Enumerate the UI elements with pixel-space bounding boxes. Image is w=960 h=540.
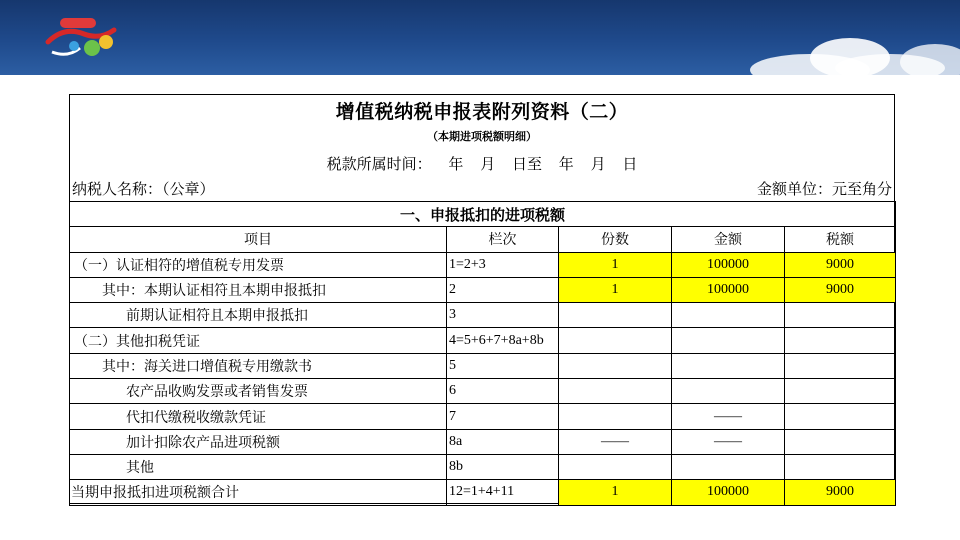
row-copies[interactable]	[559, 404, 672, 429]
row-item: （二）其他扣税凭证	[70, 328, 447, 353]
header-copies: 份数	[559, 227, 672, 252]
row-line: 8b	[447, 454, 559, 479]
row-copies[interactable]	[559, 379, 672, 404]
period-day-end: 日	[622, 155, 638, 173]
row-line: 3	[447, 303, 559, 328]
row-line: 7	[447, 404, 559, 429]
period-year-end: 年	[558, 155, 574, 173]
row-item: 其中：本期认证相符且本期申报抵扣	[70, 277, 447, 302]
table-row	[70, 303, 896, 328]
header-line: 栏次	[447, 227, 559, 252]
row-amount[interactable]: 100000	[672, 252, 785, 277]
row-amount[interactable]: 100000	[672, 277, 785, 302]
taxpayer-name-label: 纳税人名称：（公章）	[72, 180, 215, 198]
row-tax[interactable]	[785, 303, 896, 328]
row-amount[interactable]	[672, 303, 785, 328]
row-copies: ——	[559, 429, 672, 454]
row-amount[interactable]	[672, 328, 785, 353]
row-amount[interactable]	[672, 454, 785, 479]
row-item: 其中：海关进口增值税专用缴款书	[70, 353, 447, 378]
row-line: 4=5+6+7+8a+8b	[447, 328, 559, 353]
table-row-total	[70, 480, 896, 505]
row-tax[interactable]	[785, 429, 896, 454]
header-amount: 金额	[672, 227, 785, 252]
input-tax-table	[69, 201, 896, 506]
row-copies[interactable]: 1	[559, 480, 672, 505]
form-subtitle: （本期进项税额明细）	[427, 130, 537, 143]
period-month-start: 月	[480, 155, 496, 173]
row-copies[interactable]: 1	[559, 252, 672, 277]
row-line: 6	[447, 379, 559, 404]
row-copies[interactable]	[559, 353, 672, 378]
row-item: 当期申报抵扣进项税额合计	[70, 480, 447, 505]
row-amount: ——	[672, 429, 785, 454]
form-title: 增值税纳税申报表附列资料（二）	[335, 101, 629, 123]
row-copies[interactable]: 1	[559, 277, 672, 302]
period-label: 税款所属时间：	[326, 155, 432, 173]
row-line: 2	[447, 277, 559, 302]
row-copies[interactable]	[559, 328, 672, 353]
row-tax[interactable]: 9000	[785, 480, 896, 505]
row-item: 代扣代缴税收缴款凭证	[70, 404, 447, 429]
table-row	[70, 353, 896, 378]
row-line: 5	[447, 353, 559, 378]
table-row	[70, 328, 896, 353]
logo-icon	[44, 12, 120, 64]
row-tax[interactable]: 9000	[785, 277, 896, 302]
cloud-decoration	[700, 22, 960, 75]
header-item: 项目	[70, 227, 447, 252]
section-title: 一、申报抵扣的进项税额	[70, 202, 896, 227]
row-item: 加计扣除农产品进项税额	[70, 429, 447, 454]
table-row	[70, 429, 896, 454]
table-row	[70, 404, 896, 429]
table-row	[70, 454, 896, 479]
row-amount: ——	[672, 404, 785, 429]
vat-form	[69, 94, 895, 504]
tax-period	[70, 153, 894, 174]
row-tax[interactable]	[785, 404, 896, 429]
row-item: 其他	[70, 454, 447, 479]
row-copies[interactable]	[559, 303, 672, 328]
table-row	[70, 277, 896, 302]
period-year-start: 年	[448, 155, 464, 173]
table-row	[70, 379, 896, 404]
row-tax[interactable]	[785, 379, 896, 404]
row-copies[interactable]	[559, 454, 672, 479]
row-amount[interactable]: 100000	[672, 480, 785, 505]
row-tax[interactable]	[785, 454, 896, 479]
row-tax[interactable]	[785, 328, 896, 353]
row-amount[interactable]	[672, 353, 785, 378]
header-tax: 税额	[785, 227, 896, 252]
row-line: 8a	[447, 429, 559, 454]
header-row	[70, 227, 896, 252]
table-row	[70, 252, 896, 277]
row-line: 12=1+4+11	[447, 480, 559, 505]
period-day-start: 日至	[511, 155, 542, 173]
row-tax[interactable]	[785, 353, 896, 378]
row-tax[interactable]: 9000	[785, 252, 896, 277]
row-item: 前期认证相符且本期申报抵扣	[70, 303, 447, 328]
amount-unit-label: 金额单位：元至角分	[756, 180, 892, 198]
header-banner	[0, 0, 960, 75]
row-item: 农产品收购发票或者销售发票	[70, 379, 447, 404]
period-month-end: 月	[590, 155, 606, 173]
row-line: 1=2+3	[447, 252, 559, 277]
row-item: （一）认证相符的增值税专用发票	[70, 252, 447, 277]
row-amount[interactable]	[672, 379, 785, 404]
